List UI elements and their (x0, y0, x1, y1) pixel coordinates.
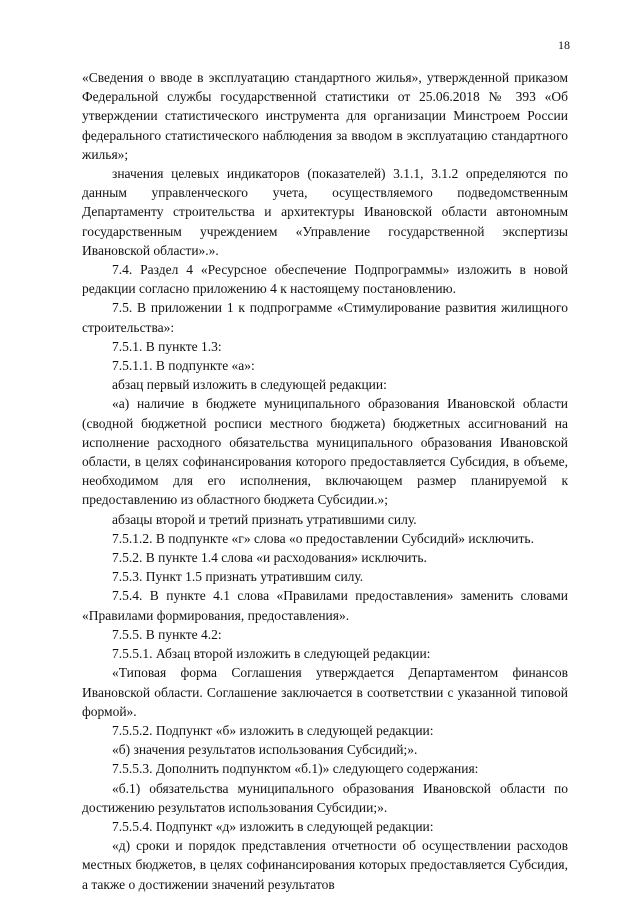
paragraph-typical-form: «Типовая форма Соглашения утверждается Департаментом финансов Ивановской области. Соглашение заключается в соответствии с указанной типовой формой». (82, 665, 568, 719)
paragraph-7-5-1: 7.5.1. В пункте 1.3: (112, 338, 222, 354)
paragraph-indicator-values: значения целевых индикаторов (показателей) 3.1.1, 3.1.2 определяются по данным управленческого учета, осуществляемого подведомственным Департаменту строительства и архитектуры Ивановской области автономным государственным учреждением «Управление государственной экспертизы Ивановской области».». (82, 166, 568, 258)
paragraph-7-5-5: 7.5.5. В пункте 4.2: (112, 626, 222, 642)
paragraph-7-4: 7.4. Раздел 4 «Ресурсное обеспечение Подпрограммы» изложить в новой редакции согласно приложению 4 к настоящему постановлению. (82, 262, 568, 297)
paragraph-7-5-1-1: 7.5.1.1. В подпункте «а»: (112, 358, 255, 374)
paragraph-7-5-5-2: 7.5.5.2. Подпункт «б» изложить в следующей редакции: (112, 722, 434, 738)
paragraph-7-5-5-3: 7.5.5.3. Дополнить подпунктом «б.1)» следующего содержания: (112, 761, 479, 777)
paragraph-subpoint-b1: «б.1) обязательства муниципального образования Ивановской области по достижению результатов использования Субсидии;». (82, 780, 568, 815)
paragraph-abzats-void: абзацы второй и третий признать утратившими силу. (112, 511, 417, 527)
paragraph-7-5-1-2: 7.5.1.2. В подпункте «г» слова «о предоставлении Субсидий» исключить. (112, 530, 534, 546)
paragraph-subpoint-a: «а) наличие в бюджете муниципального образования Ивановской области (сводной бюджетной росписи местного бюджета) бюджетных ассигнований на исполнение расходного обязательства муниципального образования Ивановской области, в целях софинансирования которого предоставляется Субсидия, в объеме, необходимом для его исполнения, включающем размер планируемой к предоставлению из областного бюджета Субсидии.»; (82, 396, 568, 508)
paragraph-7-5-4: 7.5.4. В пункте 4.1 слова «Правилами предоставления» заменить словами «Правилами формирования, предоставления». (82, 588, 568, 623)
paragraph-7-5-5-1: 7.5.5.1. Абзац второй изложить в следующей редакции: (112, 646, 431, 662)
paragraph-7-5-2: 7.5.2. В пункте 1.4 слова «и расходования» исключить. (112, 550, 427, 566)
paragraph-standard-housing-form: «Сведения о вводе в эксплуатацию стандартного жилья», утвержденной приказом Федеральной службы государственной статистики от 25.06.2018 № 393 «Об утверждении статистического инструмента для организации Минстроем России федерального статистического наблюдения за вводом в эксплуатацию стандартного жилья»; (82, 70, 568, 162)
paragraph-subpoint-d: «д) сроки и порядок представления отчетности об осуществлении расходов местных бюджетов, в целях софинансирования которых предоставляется Субсидия, а также о достижении значений результатов (82, 838, 568, 892)
paragraph-7-5: 7.5. В приложении 1 к подпрограмме «Стимулирование развития жилищного строительства»: (82, 300, 568, 335)
page-number: 18 (558, 38, 570, 52)
document-body (82, 68, 568, 894)
paragraph-subpoint-b: «б) значения результатов использования Субсидий;». (112, 742, 418, 758)
paragraph-7-5-3: 7.5.3. Пункт 1.5 признать утратившим силу. (112, 569, 364, 585)
paragraph-first-abzats: абзац первый изложить в следующей редакции: (112, 377, 387, 393)
paragraph-7-5-5-4: 7.5.5.4. Подпункт «д» изложить в следующей редакции: (112, 818, 434, 834)
